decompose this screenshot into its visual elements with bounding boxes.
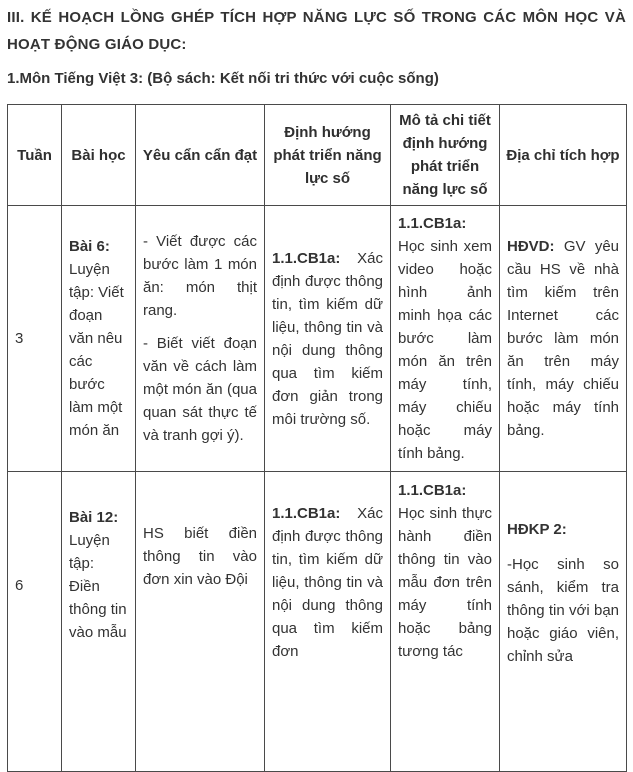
- cell-detail: [391, 206, 500, 472]
- competency-code: 1.1.CB1a:: [398, 482, 467, 499]
- address-code: HĐKP 2:: [507, 521, 567, 538]
- table-header-row: [8, 105, 627, 206]
- address-text: GV yêu cầu HS về nhà tìm kiếm trên Internet các bước làm món ăn trên máy tính, máy chiếu hoặc máy tính bảng.: [507, 238, 620, 439]
- orientation-text: Xác định được thông tin, tìm kiếm dữ liệu, thông tin và nội dung thông qua tìm kiếm đơn giản trong môi trường số.: [272, 249, 383, 428]
- header-lesson: Bài học: [62, 105, 136, 206]
- lesson-number-label: Bài 6:: [69, 238, 110, 255]
- header-requirements: Yêu cẩn cẩn đạt: [136, 105, 265, 206]
- competency-code: 1.1.CB1a:: [272, 505, 341, 522]
- section-heading: III. KẾ HOẠCH LỒNG GHÉP TÍCH HỢP NĂNG LỰC SỐ TRONG CÁC MÔN HỌC VÀ HOẠT ĐỘNG GIÁO DỤC:: [7, 9, 626, 53]
- detail-text: Học sinh xem video hoặc hình ảnh minh họa các bước làm món ăn trên máy tính, máy chiếu hoặc máy tính bảng.: [398, 238, 492, 462]
- subject-subtitle: 1.Môn Tiếng Việt 3: (Bộ sách: Kết nối tri thức với cuộc sống): [7, 70, 439, 87]
- address-code: HĐVD:: [507, 238, 555, 255]
- header-address: Địa chỉ tích hợp: [500, 105, 627, 206]
- requirement-item: - Biết viết đoạn văn về cách làm một món ăn (qua quan sát thực tế và tranh gợi ý).: [143, 335, 257, 444]
- competency-code: 1.1.CB1a:: [272, 249, 341, 267]
- table-row-week-3: [8, 206, 627, 472]
- lesson-description: Luyện tập: Điền thông tin vào mẫu: [69, 532, 127, 641]
- lesson-description: Luyện tập: Viết đoạn văn nêu các bước làm một món ăn: [69, 261, 124, 439]
- orientation-text: Xác định được thông tin, tìm kiếm dữ liệu, thông tin và nội dung thông qua tìm kiếm đơn: [272, 505, 383, 660]
- cell-week: 3: [8, 206, 62, 472]
- cell-orientation: [265, 472, 391, 772]
- requirement-item: HS biết điền thông tin vào đơn xin vào Đội: [143, 525, 257, 588]
- cell-lesson: [62, 206, 136, 472]
- detail-text: Học sinh thực hành điền thông tin vào mẫu đơn trên máy tính hoặc bảng tương tác: [398, 505, 492, 660]
- integration-plan-table: [7, 104, 627, 772]
- cell-requirements: [136, 206, 265, 472]
- cell-address: [500, 206, 627, 472]
- cell-lesson: [62, 472, 136, 772]
- cell-detail: [391, 472, 500, 772]
- cell-week: 6: [8, 472, 62, 772]
- requirement-item: - Viết được các bước làm 1 món ăn: món thịt rang.: [143, 233, 257, 319]
- table-row-week-6: [8, 472, 627, 772]
- header-detail: Mô tả chi tiết định hướng phát triển năng lực số: [391, 105, 500, 206]
- cell-orientation: [265, 206, 391, 472]
- cell-requirements: [136, 472, 265, 772]
- cell-address: [500, 472, 627, 772]
- competency-code: 1.1.CB1a:: [398, 215, 467, 232]
- header-orientation: Định hướng phát triển năng lực số: [265, 105, 391, 206]
- lesson-number-label: Bài 12:: [69, 509, 119, 526]
- header-week: Tuần: [8, 105, 62, 206]
- address-text: -Học sinh so sánh, kiểm tra thông tin với bạn hoặc giáo viên, chỉnh sửa: [507, 556, 619, 665]
